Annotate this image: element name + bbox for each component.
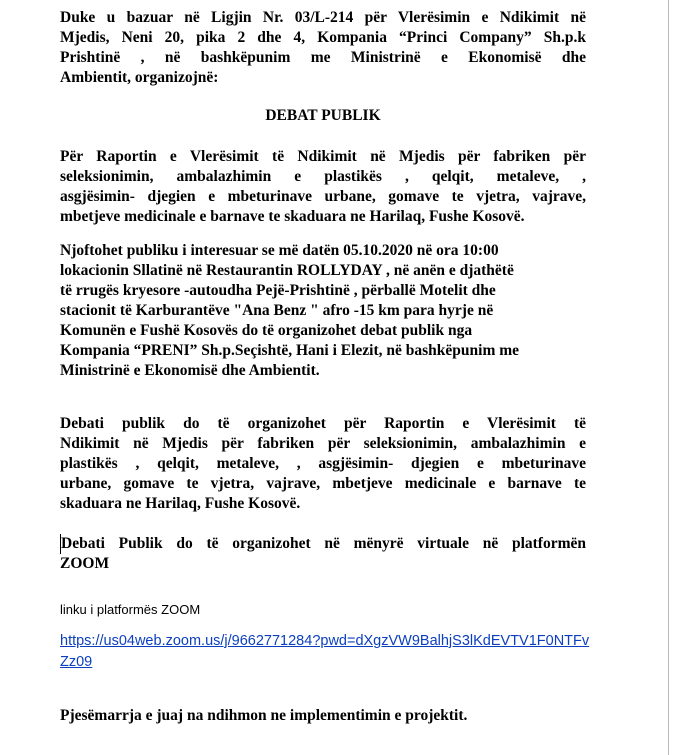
debate-line: skaduara ne Harilaq, Fushe Kosovë.	[60, 495, 301, 512]
debate-paragraph	[60, 414, 586, 514]
subject-line: asgjësimin- djegien e mbeturinave urbane, gomave te vjetra, vajrave,	[60, 188, 586, 205]
intro-line: Duke u bazuar në Ligjin Nr. 03/L-214 për Vlerësimin e Ndikimit në	[60, 9, 586, 26]
link-label: linku i platformës ZOOM	[60, 602, 201, 617]
zoom-link-line[interactable]: Zz09	[60, 654, 93, 670]
notice-line: Ministrinë e Ekonomisë dhe Ambientit.	[60, 362, 320, 379]
notice-line: Komunën e Fushë Kosovës do të organizohet debat publik nga	[60, 322, 473, 339]
virtual-line: ZOOM	[60, 555, 110, 572]
notice-line: Njoftohet publiku i interesuar se më datën 05.10.2020 në ora 10:00	[60, 242, 499, 259]
debate-line: Ndikimit në Mjedis për fabriken për seleksionimin, ambalazhimin e	[60, 435, 586, 452]
page-right-border	[668, 0, 669, 755]
virtual-line: Debati Publik do të organizohet në mënyrë virtuale në platformën	[61, 535, 586, 552]
debate-line: urbane, gomave te vjetra, vajrave, mbetjeve medicinale e barnave te	[60, 475, 586, 492]
intro-line: Prishtinë , në bashkëpunim me Ministrinë e Ekonomisë dhe	[60, 49, 586, 66]
debate-line: Debati publik do të organizohet për Raportin e Vlerësimit të	[60, 415, 586, 432]
notice-paragraph	[60, 241, 586, 381]
subject-line: seleksionimin, ambalazhimin e plastikës , qelqit, metaleve, ,	[60, 168, 586, 185]
intro-line: Ambientit, organizojnë:	[60, 69, 219, 86]
subject-line: Për Raportin e Vlerësimit të Ndikimit në Mjedis për fabriken për	[60, 148, 586, 165]
notice-line: lokacionin Sllatinë në Restaurantin ROLLYDAY , në anën e djathëtë	[60, 262, 514, 279]
document-heading: DEBAT PUBLIK	[265, 107, 381, 124]
notice-line: stacionit të Karburantëve "Ana Benz " afro -15 km para hyrje në	[60, 302, 494, 319]
virtual-paragraph	[60, 534, 586, 574]
intro-paragraph	[60, 8, 586, 88]
closing-line: Pjesëmarrja e juaj na ndihmon ne implementimin e projektit.	[60, 707, 468, 724]
subject-line: mbetjeve medicinale e barnave te skaduara ne Harilaq, Fushe Kosovë.	[60, 208, 525, 225]
intro-line: Mjedis, Neni 20, pika 2 dhe 4, Kompania “Princi Company” Sh.p.k	[60, 29, 586, 46]
subject-paragraph	[60, 147, 586, 227]
notice-line: Kompania “PRENI” Sh.p.Seçishtë, Hani i Elezit, në bashkëpunim me	[60, 342, 520, 359]
notice-line: të rrugës kryesore -autoudha Pejë-Prishtinë , përballë Motelit dhe	[60, 282, 496, 299]
zoom-link-line[interactable]: https://us04web.zoom.us/j/9662771284?pwd=dXgzVW9BalhjS3lKdEVTV1F0NTFv	[60, 633, 590, 649]
debate-line: plastikës , qelqit, metaleve, , asgjësimin- djegien e mbeturinave	[60, 455, 586, 472]
zoom-link[interactable]	[60, 631, 590, 673]
